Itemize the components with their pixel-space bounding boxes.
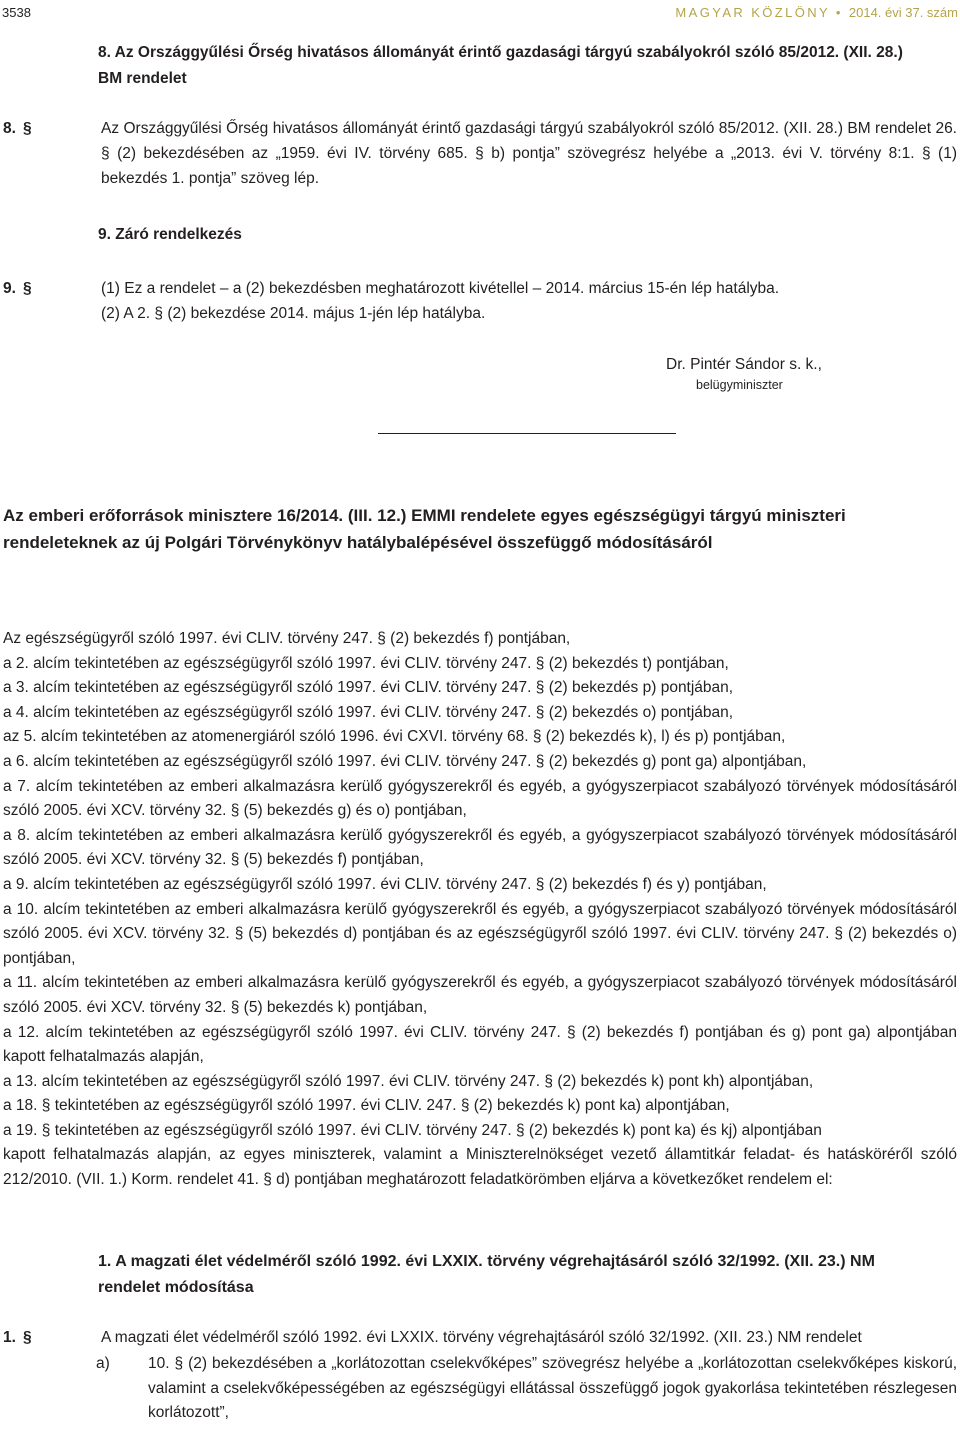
signer-role: belügyminiszter <box>696 378 783 392</box>
preamble-line: a 8. alcím tekintetében az emberi alkalmazásra kerülő gyógyszerekről és egyéb, a gyógyszerpiacot szabályozó törvények módosításáról szóló 2005. évi XCV. törvény 32. § (5) bekezdés f) pontjában, <box>3 826 957 869</box>
preamble-line: a 11. alcím tekintetében az emberi alkalmazásra kerülő gyógyszerekről és egyéb, a gyógyszerpiacot szabályozó törvények módosításáról szóló 2005. évi XCV. törvény 32. § (5) bekezdés k) pontjában, <box>3 974 957 1016</box>
page-number: 3538 <box>2 5 31 20</box>
section-divider <box>378 433 676 434</box>
preamble-line: a 19. § tekintetében az egészségügyről szóló 1997. évi CLIV. törvény 247. § (2) bekezdés k) pont ka) és kj) alpontjában <box>3 1121 822 1139</box>
preamble-line: a 4. alcím tekintetében az egészségügyről szóló 1997. évi CLIV. törvény 247. § (2) bekezdés o) pontjában, <box>3 703 734 721</box>
section-9-title: 9. Záró rendelkezés <box>98 226 242 243</box>
point-a-text: 10. § (2) bekezdésében a „korlátozottan cselekvőképes” szövegrész helyébe a „korlátozottan cselekvőképes kiskorú, valamint a cselekvőképességében az egészségügyi ellátással összefüggő jogok gyakorlása tekintetében részlegesen korlátozott”, <box>148 1355 957 1422</box>
section-8-text: Az Országgyűlési Őrség hivatásos állományát érintő gazdasági tárgyú szabályokról szóló 85/2012. (XII. 28.) BM rendelet 26. § (2) bekezdésében az „1959. évi IV. törvény 685. § b) pontja” szövegrész helyébe a „2013. évi V. törvény 8:1. § (1) bekezdés 1. pontja” szöveg lép. <box>101 120 957 187</box>
preamble <box>3 627 957 1193</box>
preamble-line: a 13. alcím tekintetében az egészségügyről szóló 1997. évi CLIV. törvény 247. § (2) bekezdés k) pont kh) alpontjában, <box>3 1072 814 1090</box>
section-symbol: § <box>23 120 32 137</box>
preamble-line: a 6. alcím tekintetében az egészségügyről szóló 1997. évi CLIV. törvény 247. § (2) bekezdés g) pont ga) alpontjában, <box>3 752 807 770</box>
chapter-1-title: 1. A magzati élet védelméről szóló 1992. évi LXXIX. törvény végrehajtásáról szóló 32/1992. (XII. 23.) NM rendelet módosítása <box>98 1253 875 1296</box>
preamble-line: Az egészségügyről szóló 1997. évi CLIV. törvény 247. § (2) bekezdés f) pontjában, <box>3 630 571 647</box>
preamble-line: az 5. alcím tekintetében az atomenergiáról szóló 1996. évi CXVI. törvény 68. § (2) bekezdés k), l) és p) pontjában, <box>3 728 786 746</box>
section-number: 8. <box>3 120 16 137</box>
page-header <box>0 2 960 22</box>
journal-name: MAGYAR KÖZLÖNY <box>675 5 830 20</box>
point-letter: a) <box>96 1355 110 1372</box>
section-symbol: § <box>23 1329 32 1346</box>
preamble-line: a 7. alcím tekintetében az emberi alkalmazásra kerülő gyógyszerekről és egyéb, a gyógyszerpiacot szabályozó törvények módosításáról szóló 2005. évi XCV. törvény 32. § (5) bekezdés g) és o) pontjában, <box>3 777 957 820</box>
section-1-text: A magzati élet védelméről szóló 1992. évi LXXIX. törvény végrehajtásáról szóló 32/1992. (XII. 23.) NM rendelet <box>101 1329 862 1346</box>
preamble-line: a 10. alcím tekintetében az emberi alkalmazásra kerülő gyógyszerekről és egyéb, a gyógyszerpiacot szabályozó törvények módosításáról szóló 2005. évi XCV. törvény 32. § (5) bekezdés d) pontjában és az egészségügyről szóló 1997. évi CLIV. törvény 247. § (2) bekezdés o) pontjában, <box>3 900 957 967</box>
journal-title: MAGYAR KÖZLÖNY • 2014. évi 37. szám <box>675 5 958 20</box>
preamble-line: a 9. alcím tekintetében az egészségügyről szóló 1997. évi CLIV. törvény 247. § (2) bekezdés f) és y) pontjában, <box>3 875 767 893</box>
preamble-line: a 2. alcím tekintetében az egészségügyről szóló 1997. évi CLIV. törvény 247. § (2) bekezdés t) pontjában, <box>3 654 729 672</box>
decree-title: Az emberi erőforrások minisztere 16/2014. (III. 12.) EMMI rendelete egyes egészségügyi tárgyú miniszteri rendeleteknek az új Polgári Törvénykönyv hatálybalépésével összefüggő módosításáról <box>3 506 846 553</box>
section-symbol: § <box>23 280 32 297</box>
journal-issue: 2014. évi 37. szám <box>848 5 958 20</box>
signer-name: Dr. Pintér Sándor s. k., <box>666 356 822 373</box>
section-number: 1. <box>3 1329 16 1346</box>
preamble-line: a 12. alcím tekintetében az egészségügyről szóló 1997. évi CLIV. törvény 247. § (2) bekezdés f) pontjában és g) pont ga) alpontjában kapott felhatalmazás alapján, <box>3 1023 957 1066</box>
section-8-title: 8. Az Országgyűlési Őrség hivatásos állományát érintő gazdasági tárgyú szabályokról szóló 85/2012. (XII. 28.) BM rendelet <box>98 44 903 87</box>
section-9-paragraph-2: (2) A 2. § (2) bekezdése 2014. május 1-jén lép hatályba. <box>101 305 486 322</box>
preamble-line: kapott felhatalmazás alapján, az egyes miniszterek, valamint a Miniszterelnökséget vezető államtitkár feladat- és hatásköréről szóló 212/2010. (VII. 1.) Korm. rendelet 41. § d) pontjában meghatározott feladatkörömben eljárva a következőket rendelem el: <box>3 1146 957 1189</box>
section-9-paragraph-1: (1) Ez a rendelet – a (2) bekezdésben meghatározott kivétellel – 2014. március 15-én lép hatályba. <box>101 280 780 297</box>
preamble-line: a 3. alcím tekintetében az egészségügyről szóló 1997. évi CLIV. törvény 247. § (2) bekezdés p) pontjában, <box>3 679 734 697</box>
section-number: 9. <box>3 280 16 297</box>
preamble-line: a 18. § tekintetében az egészségügyről szóló 1997. évi CLIV. 247. § (2) bekezdés k) pont ka) alpontjában, <box>3 1097 730 1115</box>
